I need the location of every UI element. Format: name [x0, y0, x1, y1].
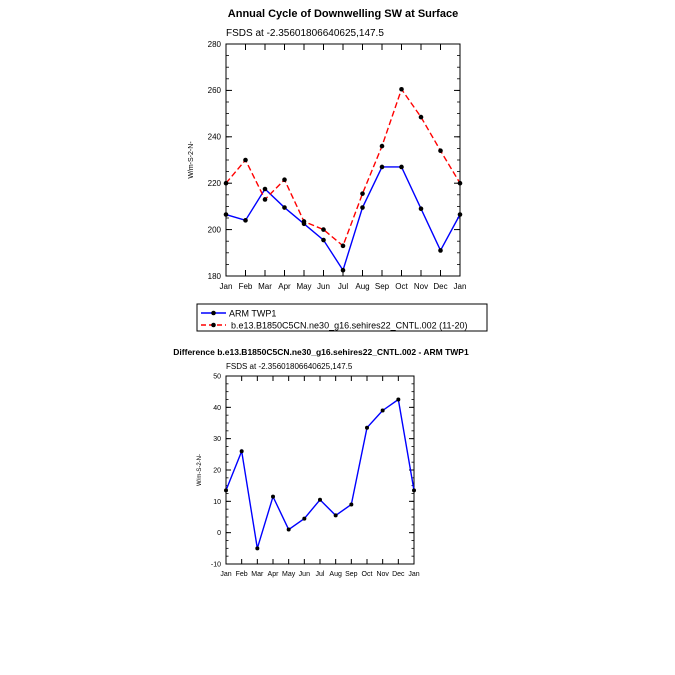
data-point	[341, 244, 346, 249]
data-point	[349, 502, 353, 506]
series-line-1	[226, 89, 460, 246]
legend-label-1: b.e13.B1850C5CN.ne30_g16.sehires22_CNTL.002 (11-20)	[231, 320, 468, 331]
x-tick-label: Jul	[315, 571, 325, 578]
chart-title: Difference b.e13.B1850C5CN.ne30_g16.sehires22_CNTL.002 - ARM TWP1	[173, 347, 469, 357]
x-tick-label: Jun	[298, 571, 310, 578]
x-tick-label: Feb	[238, 282, 253, 291]
x-tick-label: Nov	[376, 571, 389, 578]
x-tick-label: May	[296, 282, 312, 291]
data-point	[243, 218, 248, 223]
x-tick-label: Sep	[374, 282, 390, 291]
data-point	[321, 227, 326, 232]
y-tick-label: 0	[217, 530, 221, 538]
data-point	[243, 158, 248, 163]
x-tick-label: Jan	[219, 282, 233, 291]
x-tick-label: Apr	[278, 282, 291, 291]
data-point	[263, 187, 268, 192]
legend-marker-0	[211, 311, 216, 316]
x-tick-label: Dec	[433, 282, 448, 291]
y-tick-label: 200	[207, 225, 221, 235]
data-point	[360, 205, 365, 210]
data-point	[419, 115, 424, 120]
chart-subtitle: FSDS at -2.35601806640625,147.5	[226, 28, 384, 39]
x-tick-label: Mar	[258, 282, 272, 291]
data-point	[334, 513, 338, 517]
x-tick-label: Jan	[453, 282, 467, 291]
x-tick-label: Sep	[345, 571, 358, 578]
x-tick-label: May	[282, 571, 296, 578]
y-tick-label: 240	[207, 132, 221, 142]
x-tick-label: Jan	[220, 571, 232, 578]
x-tick-label: Oct	[361, 571, 373, 578]
data-point	[263, 197, 268, 202]
y-tick-label: 260	[207, 86, 221, 96]
y-axis-label: W/m-S-2-N-	[188, 141, 195, 179]
data-point	[399, 87, 404, 92]
data-point	[282, 177, 287, 182]
y-tick-label: 40	[213, 404, 221, 412]
y-tick-label: 50	[213, 373, 221, 381]
x-tick-label: Feb	[235, 571, 248, 578]
x-tick-label: Jan	[408, 571, 420, 578]
data-point	[318, 498, 322, 502]
data-point	[380, 165, 385, 170]
data-point	[458, 212, 463, 217]
data-point	[302, 219, 307, 224]
y-axis-label: W/m-S-2-N-	[197, 454, 203, 486]
data-point	[458, 181, 463, 186]
data-point	[255, 546, 259, 550]
data-point	[271, 495, 275, 499]
x-tick-label: Aug	[355, 282, 370, 291]
data-point	[396, 398, 400, 402]
data-point	[419, 206, 424, 211]
y-tick-label: 220	[207, 179, 221, 188]
difference-chart	[173, 347, 469, 578]
chart-title: Annual Cycle of Downwelling SW at Surface	[227, 8, 459, 20]
annual-cycle-legend	[197, 304, 487, 331]
x-tick-label: Jun	[317, 282, 330, 291]
data-point	[224, 212, 229, 217]
data-point	[360, 191, 365, 196]
data-point	[365, 426, 369, 430]
y-tick-label: 180	[207, 271, 221, 281]
x-tick-label: Mar	[251, 571, 264, 578]
y-tick-label: 30	[213, 436, 221, 444]
plot-frame	[226, 44, 460, 276]
x-tick-label: Nov	[413, 282, 429, 291]
data-point	[399, 165, 404, 170]
data-point	[341, 268, 346, 273]
data-point	[302, 517, 306, 521]
data-point	[282, 205, 287, 210]
data-point	[438, 248, 443, 253]
series-line-0	[226, 167, 460, 270]
data-point	[224, 488, 228, 492]
series-line-0	[226, 400, 414, 549]
data-point	[287, 528, 291, 532]
data-point	[381, 408, 385, 412]
data-point	[321, 238, 326, 243]
chart-subtitle: FSDS at -2.35601806640625,147.5	[226, 362, 353, 371]
plot-frame	[226, 376, 414, 564]
y-tick-label: 280	[207, 39, 221, 49]
y-tick-label: -10	[210, 561, 221, 569]
annual-cycle-chart	[188, 8, 466, 291]
x-tick-label: Oct	[395, 282, 408, 291]
x-tick-label: Dec	[392, 571, 405, 578]
data-point	[224, 181, 229, 186]
y-tick-label: 10	[213, 498, 221, 506]
legend-marker-1	[211, 323, 216, 328]
y-tick-label: 20	[213, 467, 221, 475]
x-tick-label: Apr	[267, 571, 279, 578]
data-point	[438, 148, 443, 153]
data-point	[240, 449, 244, 453]
data-point	[380, 144, 385, 149]
data-point	[412, 488, 416, 492]
x-tick-label: Aug	[329, 571, 342, 578]
legend-label-0: ARM TWP1	[229, 308, 277, 319]
x-tick-label: Jul	[337, 282, 349, 291]
